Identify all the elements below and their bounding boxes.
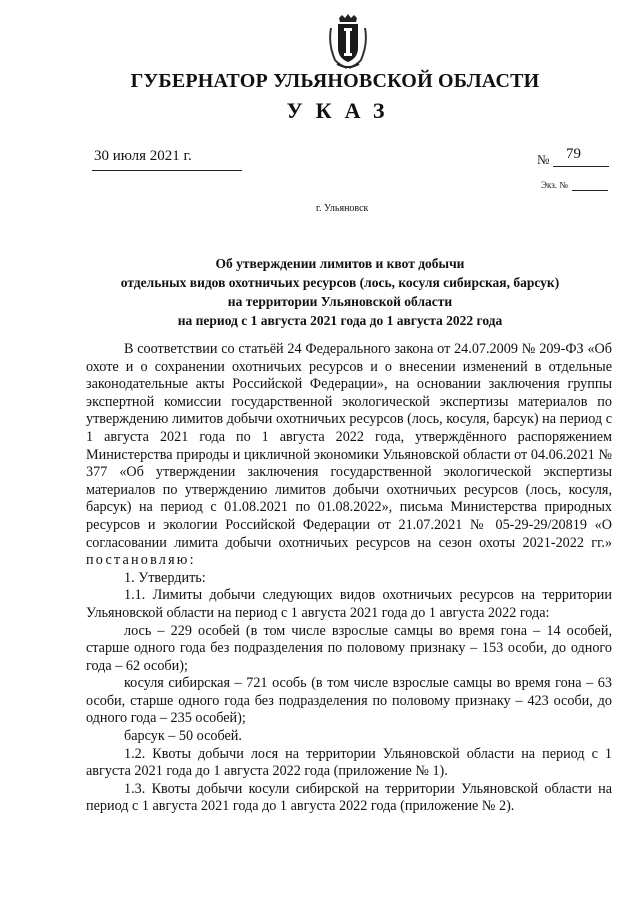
item-1-2: 1.2. Квоты добычи лося на территории Ульяновской области на период с 1 августа 2021 года до 1 августа 2022 года (приложение № 1). — [86, 745, 612, 780]
title-line: Об утверждении лимитов и квот добычи — [215, 256, 465, 271]
limit-roe-deer: косуля сибирская – 721 особь (в том числе взрослые самцы во время гона – 63 особи, старше одного года без подразделения по половому признаку – 423 особи, до одного года – 235 особей); — [86, 675, 612, 727]
item-1: 1. Утвердить: — [124, 569, 206, 586]
decree-heading: УКАЗ — [286, 98, 398, 123]
number-underline — [553, 166, 609, 167]
preamble-text: В соответствии со статьёй 24 Федерального закона от 24.07.2009 № 209-ФЗ «Об охоте и о сохранении охотничьих ресурсов и о внесении изменений в отдельные законодательные акты Российской Федерации», на основании заключения группы экспертной комиссии государственной экологической экспертизы материалов по утверждению лимитов добычи охотничьих ресурсов (лось, косуля, барсук) на период с 1 августа 2021 года по 1 августа 2022 года, утверждённого распоряжением Министерства природы и цикличной экономики Ульяновской области от 04.06.2021 № 377 «Об утверждении заключения государственной экологической экспертизы материалов по утверждению лимитов добычи охотничьих ресурсов (лось, косуля, барсук) на период с 01.08.2021 по 01.08.2022», письма Министерства природных ресурсов и экологии Российской Федерации от 21.07.2021 № 05-29-29/20819 «О согласовании лимита добычи охотничьих ресурсов на сезон охоты 2021-2022 гг.» — [86, 341, 612, 551]
governor-heading: ГУБЕРНАТОР УЛЬЯНОВСКОЙ ОБЛАСТИ — [130, 70, 540, 92]
decree-word: постановляю: — [86, 552, 196, 569]
date-underline — [92, 170, 242, 171]
decree-number: 79 — [566, 146, 581, 162]
title-line: на период с 1 августа 2021 года до 1 августа 2022 года — [177, 313, 503, 328]
decree-body — [86, 341, 612, 816]
item-1-3: 1.3. Квоты добычи косули сибирской на территории Ульяновской области на период с 1 августа 2021 года до 1 августа 2022 года (приложение № 2). — [86, 780, 612, 815]
decree-date: 30 июля 2021 г. — [94, 148, 192, 164]
limit-moose: лось – 229 особей (в том числе взрослые самцы во время гона – 14 особей, старше одного года без подразделения по половому признаку – 153 особи, до одного года – 62 особи); — [86, 622, 612, 674]
title-line: отдельных видов охотничьих ресурсов (лось, косуля сибирская, барсук) — [120, 275, 560, 290]
number-sign: № — [537, 152, 550, 167]
coat-of-arms-emblem — [327, 14, 369, 70]
decree-title — [60, 254, 620, 330]
preamble-paragraph — [86, 341, 612, 570]
item-1-1: 1.1. Лимиты добычи следующих видов охотничьих ресурсов на территории Ульяновской области на период с 1 августа 2021 года до 1 августа 2022 года: — [86, 587, 612, 621]
copy-number-underline — [572, 190, 608, 191]
city-label: г. Ульяновск — [316, 203, 369, 214]
limit-badger: барсук – 50 особей. — [124, 728, 242, 745]
copy-number-label: Экз. № — [541, 180, 568, 190]
title-line: на территории Ульяновской области — [227, 294, 453, 309]
